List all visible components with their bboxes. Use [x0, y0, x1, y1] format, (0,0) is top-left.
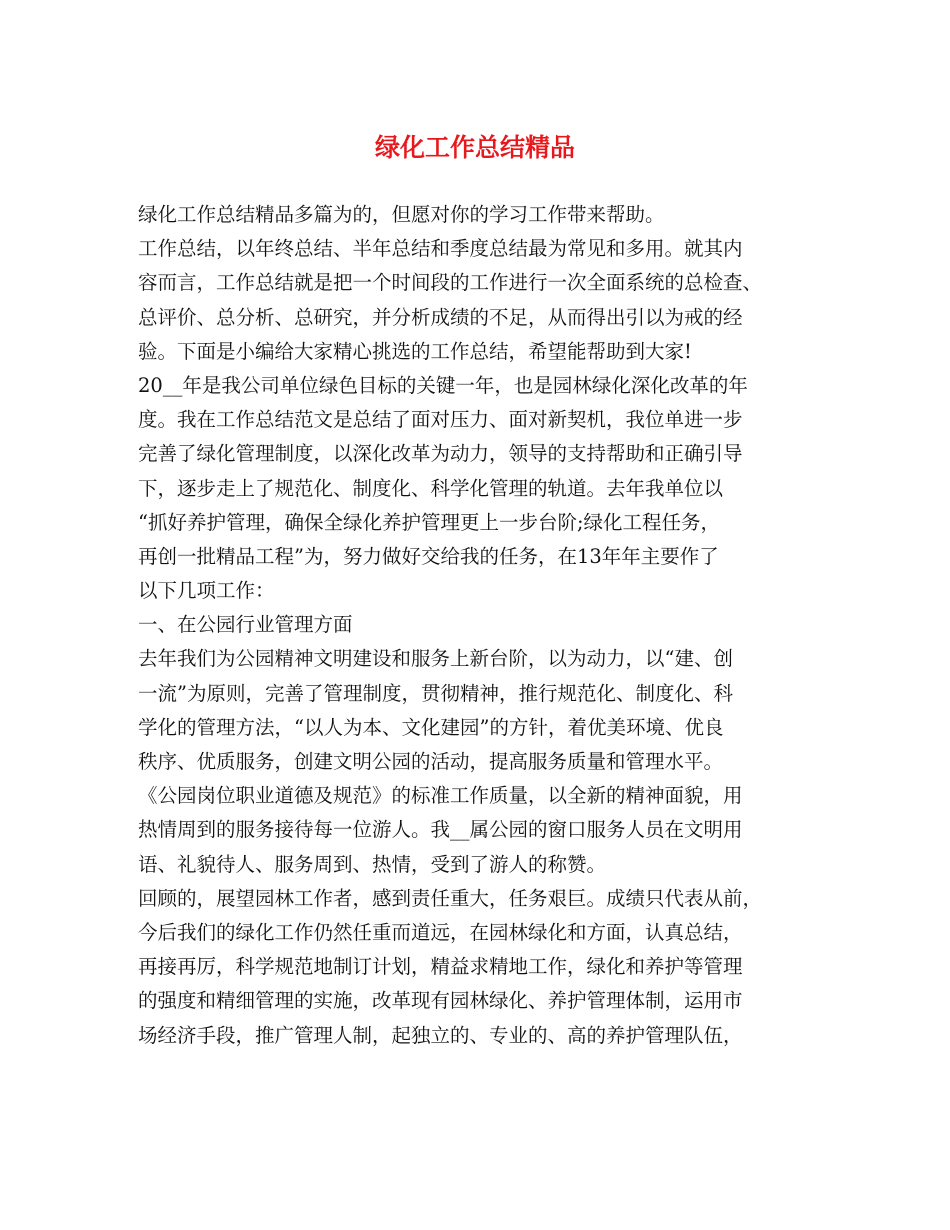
text-line: 的强度和精细管理的实施，改革现有园林绿化、养护管理体制，运用市	[138, 989, 743, 1013]
text-line: 完善了绿化管理制度，以深化改革为动力，领导的支持帮助和正确引导	[138, 442, 743, 466]
document-body	[138, 198, 818, 1053]
text-line: 学化的管理方法，“以人为本、文化建园”的方针，着优美环境、优良	[138, 715, 724, 739]
document-title: 绿化工作总结精品	[374, 133, 575, 162]
text-line: 下，逐步走上了规范化、制度化、科学化管理的轨道。去年我单位以	[138, 476, 724, 500]
text-line: 一流”为原则，完善了管理制度，贯彻精神，推行规范化、制度化、科	[138, 681, 733, 705]
text-line: 工作总结，以年终总结、半年总结和季度总结最为常见和多用。就其内	[138, 237, 743, 261]
text-line: 今后我们的绿化工作仍然任重而道远，在园林绿化和方面，认真总结，	[138, 920, 743, 944]
section-heading: 一、在公园行业管理方面	[138, 613, 353, 637]
text-line: 20__年是我公司单位绿色目标的关键一年，也是园林绿化深化改革的年	[138, 373, 748, 397]
text-line: 去年我们为公园精神文明建设和服务上新台阶，以为动力，以“建、创	[138, 647, 733, 671]
text-line: 语、礼貌待人、服务周到、热情，受到了游人的称赞。	[138, 852, 607, 876]
text-line: “抓好养护管理，确保全绿化养护管理更上一步台阶;绿化工程任务，	[138, 510, 721, 534]
text-line: 绿化工作总结精品多篇为的，但愿对你的学习工作带来帮助。	[138, 203, 665, 226]
text-line: 以下几项工作：	[138, 579, 275, 603]
text-line: 容而言，工作总结就是把一个时间段的工作进行一次全面系统的总检查、	[138, 271, 763, 295]
text-line: 再创一批精品工程”为，努力做好交给我的任务，在13年年主要作了	[138, 544, 719, 568]
text-line: 验。下面是小编给大家精心挑选的工作总结，希望能帮助到大家!	[138, 339, 692, 363]
text-line: 回顾的，展望园林工作者，感到责任重大，任务艰巨。成绩只代表从前，	[138, 886, 763, 910]
text-line: 热情周到的服务接待每一位游人。我__属公园的窗口服务人员在文明用	[138, 818, 743, 842]
text-line: 度。我在工作总结范文是总结了面对压力、面对新契机，我位单进一步	[138, 408, 743, 432]
text-line: 再接再厉，科学规范地制订计划，精益求精地工作，绿化和养护等管理	[138, 955, 743, 979]
text-line: 秩序、优质服务，创建文明公园的活动，提高服务质量和管理水平。	[138, 750, 724, 773]
text-line: 总评价、总分析、总研究，并分析成绩的不足，从而得出引以为戒的经	[138, 305, 743, 329]
text-line: 《公园岗位职业道德及规范》的标准工作质量，以全新的精神面貌，用	[138, 784, 743, 808]
text-line: 场经济手段，推广管理人制，起独立的、专业的、高的养护管理队伍，	[138, 1023, 743, 1047]
